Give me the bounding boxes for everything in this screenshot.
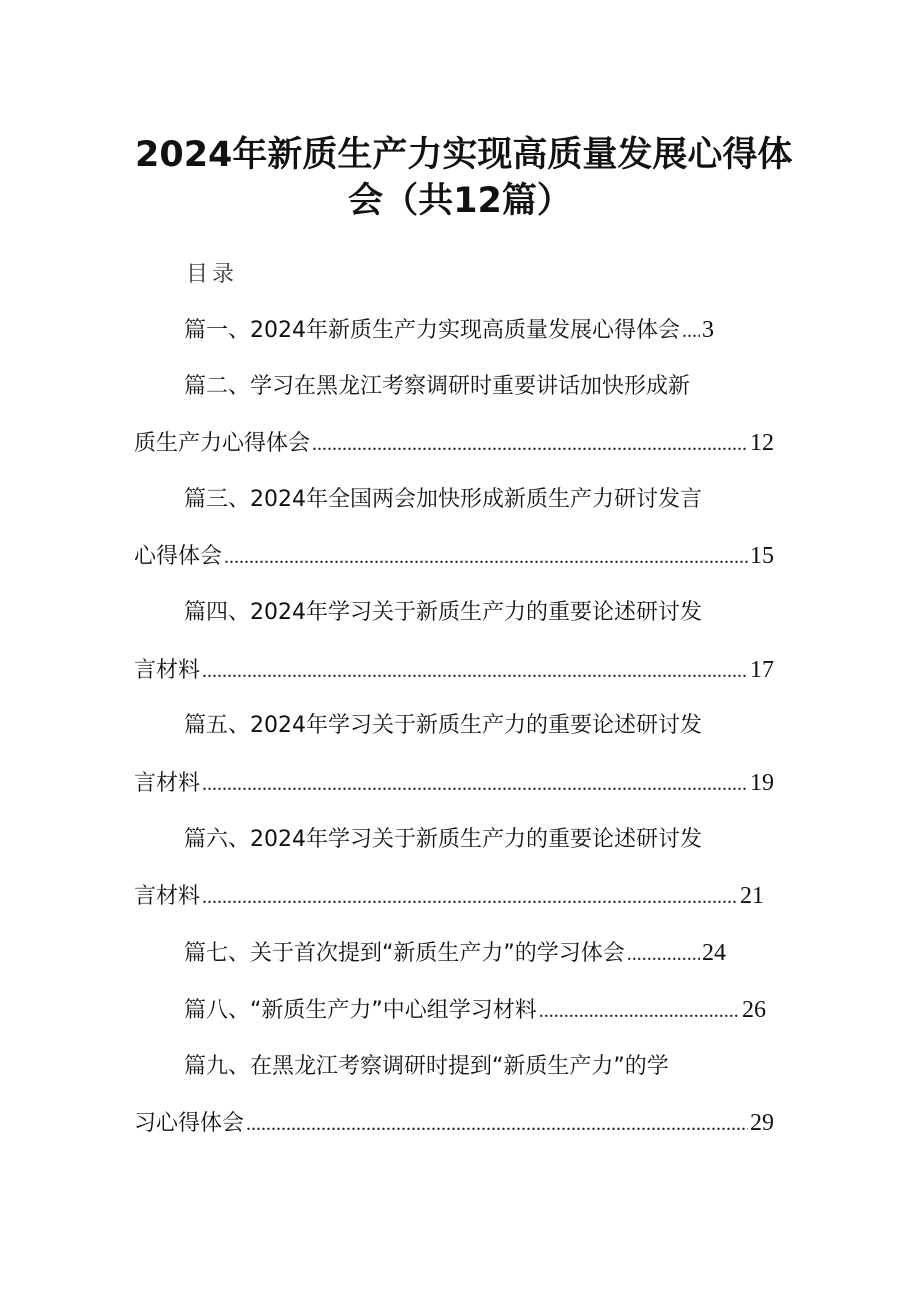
toc-entry-title: 篇一、2024年新质生产力实现高质量发展心得体会 (184, 318, 680, 343)
toc-entry-page: 29 (750, 1110, 774, 1136)
toc-entry-title: 篇二、学习在黑龙江考察调研时重要讲话加快形成新 (184, 374, 691, 399)
toc-entry-title: 篇四、2024年学习关于新质生产力的重要论述研讨发 (184, 600, 702, 625)
toc-entry-9[interactable] (184, 1052, 669, 1082)
toc-leader-dots (202, 882, 738, 912)
toc-entry-page: 15 (750, 543, 774, 569)
toc-entry-3-cont[interactable] (134, 541, 774, 572)
toc-entry-1[interactable] (184, 315, 744, 346)
toc-entry-title-cont: 言材料 (134, 658, 201, 683)
toc-entry-4[interactable] (184, 598, 702, 628)
toc-leader-dots (627, 939, 700, 969)
document-title-line1: 2024年新质生产力实现高质量发展心得体 (135, 135, 793, 175)
toc-heading: 目录 (186, 262, 239, 287)
toc-entry-title-cont: 言材料 (134, 884, 201, 909)
toc-entry-5[interactable] (184, 711, 702, 741)
toc-entry-4-cont[interactable] (134, 655, 774, 686)
toc-leader-dots (202, 769, 748, 799)
toc-entry-9-cont[interactable] (134, 1108, 774, 1139)
toc-entry-8[interactable] (184, 995, 766, 1026)
toc-entry-6[interactable] (184, 825, 702, 855)
toc-entry-page: 26 (742, 997, 766, 1023)
toc-entry-title: 篇三、2024年全国两会加快形成新质生产力研讨发言 (184, 487, 702, 512)
toc-entry-title-cont: 言材料 (134, 771, 201, 796)
toc-entry-title: 篇五、2024年学习关于新质生产力的重要论述研讨发 (184, 713, 702, 738)
toc-entry-title-cont: 心得体会 (134, 544, 223, 569)
toc-leader-dots (539, 996, 740, 1026)
toc-entry-page: 3 (702, 317, 714, 343)
toc-entry-page: 12 (750, 430, 774, 456)
toc-entry-3[interactable] (184, 485, 702, 515)
toc-leader-dots (312, 429, 748, 459)
toc-entry-page: 21 (740, 883, 764, 909)
toc-entry-6-cont[interactable] (134, 881, 764, 912)
toc-leader-dots (682, 316, 700, 346)
toc-entry-5-cont[interactable] (134, 768, 774, 799)
toc-entry-page: 24 (702, 940, 726, 966)
toc-leader-dots (224, 542, 748, 572)
toc-leader-dots (202, 656, 748, 686)
toc-leader-dots (246, 1109, 748, 1139)
toc-entry-7[interactable] (184, 938, 726, 969)
toc-entry-title: 篇九、在黑龙江考察调研时提到“新质生产力”的学 (184, 1054, 669, 1079)
toc-entry-title: 篇八、“新质生产力”中心组学习材料 (184, 998, 537, 1023)
toc-entry-title: 篇六、2024年学习关于新质生产力的重要论述研讨发 (184, 827, 702, 852)
toc-entry-2-cont[interactable] (134, 428, 774, 459)
toc-entry-title: 篇七、关于首次提到“新质生产力”的学习体会 (184, 941, 625, 966)
document-title-line2: 会（共12篇） (348, 181, 572, 221)
toc-entry-2[interactable] (184, 372, 690, 402)
toc-entry-title-cont: 质生产力心得体会 (134, 431, 311, 456)
toc-entry-page: 17 (750, 657, 774, 683)
toc-entry-title-cont: 习心得体会 (134, 1111, 245, 1136)
toc-entry-page: 19 (750, 770, 774, 796)
